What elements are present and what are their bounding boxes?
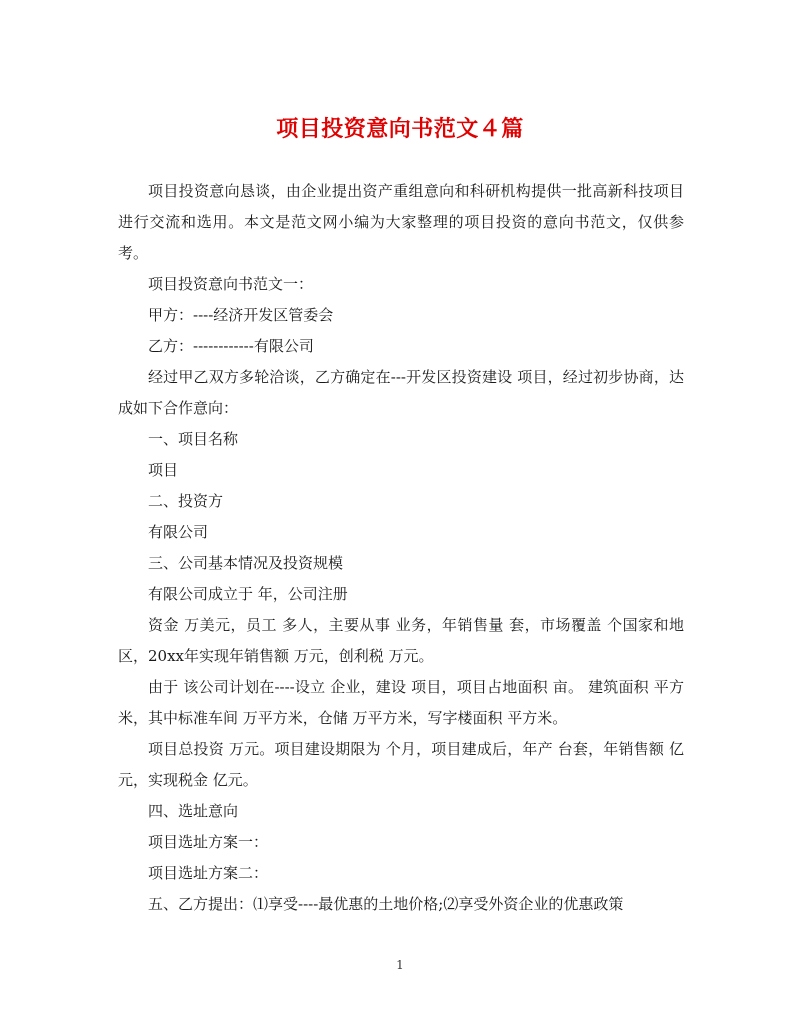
document-title: 项目投资意向书范文４篇: [276, 116, 524, 142]
paragraph: 有限公司成立于 年，公司注册: [148, 585, 348, 603]
paragraph: 项目选址方案二：: [148, 864, 269, 882]
document-body: [118, 176, 684, 920]
paragraph: 资金 万美元，员工 多人，主要从事 业务，年销售量 套，市场覆盖 个国家和地区，20xx年实现年销售额 万元，创利税 万元。: [118, 616, 684, 665]
paragraph: 甲方：----经济开发区管委会: [148, 306, 334, 324]
section-heading: 一、项目名称: [148, 430, 239, 448]
page-number: 1: [396, 958, 404, 972]
paragraph: 五、乙方提出：⑴享受----最优惠的土地价格;⑵享受外资企业的优惠政策: [148, 895, 624, 913]
paragraph: 有限公司: [148, 523, 209, 541]
section-heading: 四、选址意向: [148, 802, 239, 820]
paragraph: 项目投资意向书范文一：: [148, 275, 314, 293]
paragraph: 项目: [148, 461, 179, 479]
section-heading: 三、公司基本情况及投资规模: [148, 554, 344, 572]
paragraph: 经过甲乙双方多轮洽谈，乙方确定在---开发区投资建设 项目，经过初步协商，达成如下合作意向：: [118, 368, 684, 417]
paragraph: 项目选址方案一：: [148, 833, 269, 851]
paragraph: 由于 该公司计划在----设立 企业，建设 项目，项目占地面积 亩。 建筑面积 平方米，其中标准车间 万平方米，仓储 万平方米，写字楼面积 平方米。: [118, 678, 684, 727]
paragraph: 乙方：------------有限公司: [148, 337, 314, 355]
section-heading: 二、投资方: [148, 492, 224, 510]
paragraph: 项目总投资 万元。项目建设期限为 个月，项目建成后，年产 台套，年销售额 亿元，实现税金 亿元。: [118, 740, 684, 789]
paragraph: 项目投资意向恳谈，由企业提出资产重组意向和科研机构提供一批高新科技项目进行交流和选用。本文是范文网小编为大家整理的项目投资的意向书范文，仅供参考。: [118, 182, 684, 262]
